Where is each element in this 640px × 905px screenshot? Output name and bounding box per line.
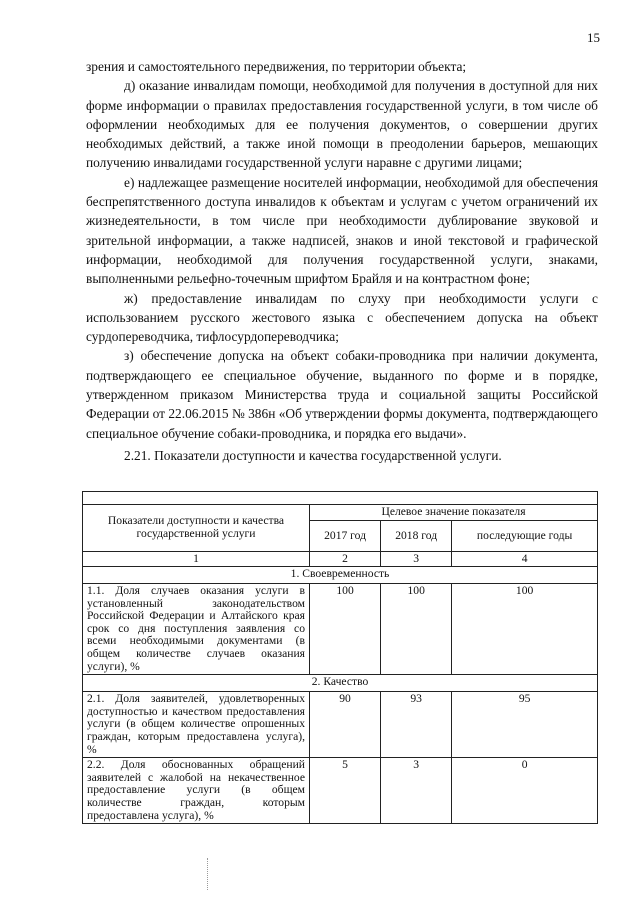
header-2017: 2017 год [310,521,381,552]
indicator-name: 2.1. Доля заявителей, удовлетворенных доступностью и качеством предоставления услуги (в общем количестве опрошенных граждан, которым предоставлена услуга), % [83,692,310,758]
value-next-years: 0 [452,758,598,824]
value-2017: 90 [310,692,381,758]
paragraph-zh: ж) предоставление инвалидам по слуху при необходимости услуги с использованием русского жестового языка с обеспечением допуска на объект сурдопереводчика, тифлосурдопереводчика; [86,290,598,345]
value-2018: 93 [381,692,452,758]
header-next-years: последующие годы [452,521,598,552]
value-2018: 3 [381,758,452,824]
section-row [83,675,598,692]
paragraph-z: з) обеспечение допуска на объект собаки-проводника при наличии документа, подтверждающего ее специальное обучение, выданного по форме и в порядке, утвержденном приказом Министерства труда и социальной защиты Российской Федерации от 22.06.2015 № 386н «Об утверждении формы документа, подтверждающего специальное обучение собаки-проводника, и порядка его выдачи». [86,348,598,441]
header-2018: 2018 год [381,521,452,552]
body-text [86,57,598,465]
value-2017: 5 [310,758,381,824]
table-row [83,758,598,824]
paragraph-e: е) надлежащее размещение носителей информации, необходимой для обеспечения беспрепятственного доступа инвалидов к объектам и услугам с учетом ограничений их жизнедеятельности, в том числе при необходимости дублирование звуковой и зрительной информации, а также надписей, знаков и иной текстовой и графической информации, необходимой для получения государственной услуги, знаками, выполненными рельефно-точечным шрифтом Брайля и на контрастном фоне; [86,174,598,287]
indicator-name: 2.2. Доля обоснованных обращений заявителей с жалобой на некачественное предоставление услуги (в общем количестве граждан, которым предоставлена услуга), % [83,758,310,824]
header-target: Целевое значение показателя [310,505,598,521]
column-number: 4 [452,552,598,567]
table-row [83,692,598,758]
column-number: 2 [310,552,381,567]
header-indicator: Показатели доступности и качества государственной услуги [83,505,310,552]
page-number: 15 [587,30,600,45]
paragraph-d: д) оказание инвалидам помощи, необходимой для получения в доступной для них форме информации о правилах предоставления государственной услуги, в том числе об оформлении необходимых для ее получения документов, о совершении других необходимых действий, а также иной помощи в преодолении барьеров, мешающих получению инвалидами государственной услуги наравне с другими лицами; [86,78,598,171]
paragraph-continuation: зрения и самостоятельного передвижения, по территории объекта; [86,59,467,74]
value-2018: 100 [381,584,452,675]
spacer-cell [83,492,598,505]
column-number: 3 [381,552,452,567]
section-title-cell: 1. Своевременность [83,567,598,584]
scan-artifact [207,858,209,890]
section-title-cell: 2. Качество [83,675,598,692]
table-top-spacer [83,492,598,505]
section-row [83,567,598,584]
value-next-years: 95 [452,692,598,758]
section-title: 2.21. Показатели доступности и качества государственной услуги. [124,447,502,463]
value-next-years: 100 [452,584,598,675]
table-row [83,584,598,675]
value-2017: 100 [310,584,381,675]
column-number-row [83,552,598,567]
column-number: 1 [83,552,310,567]
indicator-name: 1.1. Доля случаев оказания услуги в установленный законодательством Российской Федерации и Алтайского края срок со дня поступления заявления со всеми необходимыми документами (в общем количестве случаев оказания услуги), % [83,584,310,675]
indicators-table [82,491,598,824]
